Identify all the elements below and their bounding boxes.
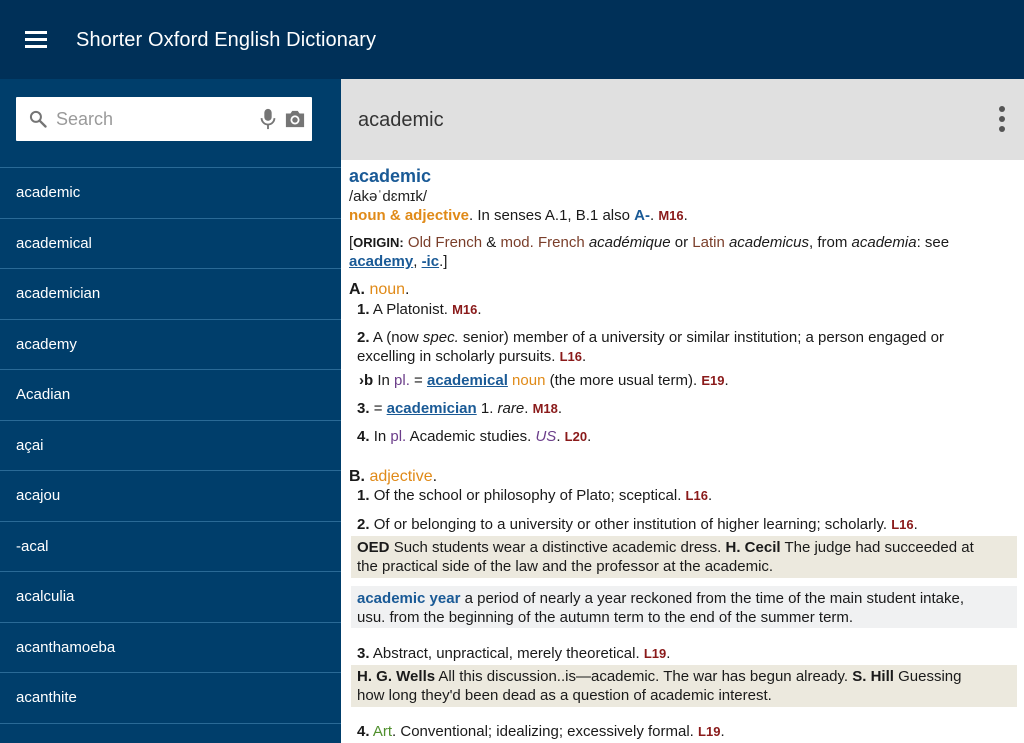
subentry-term: academic year [357,590,461,607]
overflow-menu-icon[interactable] [998,106,1006,134]
search-area [0,79,341,168]
sense-text: Of the school or philosophy of Plato; sceptical. [373,487,682,504]
section-letter: A. [349,281,365,298]
search-input[interactable] [56,105,246,133]
headword: academic [349,166,432,186]
sense-number: 3. [357,400,370,417]
sense-text: Conventional; idealizing; excessively formal. [400,723,694,740]
sense-text: A Platonist. [372,301,448,318]
origin-word: académique [588,234,671,251]
list-item[interactable]: academician [0,269,341,320]
sense-number: 4. [357,428,370,445]
origin-text: , [413,253,418,270]
sense-a4: 4. In pl. Academic studies. US. L20. [357,428,592,445]
sidebar [0,79,341,743]
quote-text: how long they'd been dead as a question of academic interest. [357,687,772,704]
label-rare: rare [497,400,525,417]
origin-word: academicus [728,234,810,251]
date-tag: M16 [658,208,684,223]
section-a-heading: A. noun. [349,281,410,298]
sense-text: Abstract, unpractical, merely theoretical. [372,645,640,662]
mic-icon[interactable] [258,108,278,130]
origin-word: academia [851,234,917,251]
date-tag: L16 [559,349,582,364]
sense-number: 3. [357,645,370,662]
list-item[interactable]: açai [0,421,341,472]
sense-text: senior) member of a university or similar institution; a person engaged or [462,329,944,346]
quote-text: All this discussion..is—academic. The war has begun already. [438,668,849,685]
section-label: noun [369,281,406,298]
sense-text: = [414,372,423,389]
origin-line-2 [349,252,447,272]
quote-source: H. G. Wells [357,668,436,685]
section-b-heading: B. adjective. [349,468,438,485]
cross-reference-link[interactable]: academy [349,253,414,270]
sense-a1: 1. A Platonist. M16. [357,301,482,318]
list-item[interactable]: Acadian [0,370,341,421]
sense-a2b: ›b In pl. = academical noun (the more usual term). E19. [359,372,729,389]
date-tag: L19 [643,646,667,661]
camera-icon[interactable] [284,109,306,129]
origin-text: , from [809,234,848,251]
list-item[interactable]: academic [0,168,341,219]
word-list [0,168,341,724]
sense-number: 1. [357,487,370,504]
cross-reference-link[interactable]: academician [386,400,477,417]
search-box[interactable] [16,97,312,141]
part-of-speech-line: noun & adjective. In senses A.1, B.1 also A-. M16. [349,207,688,224]
entry-bar [341,79,1024,160]
sense-b1: 1. Of the school or philosophy of Plato; sceptical. L16. [357,487,713,504]
pos-label: noun & adjective [349,207,470,224]
sense-a2 [357,328,944,348]
sense-b2: 2. Of or belonging to a university or other institution of higher learning; scholarly. L16. [357,516,918,533]
sense-number: 2. [357,329,370,346]
date-tag: M16 [452,302,478,317]
quote-source: S. Hill [852,668,894,685]
list-item[interactable]: acajou [0,471,341,522]
quote-text: The judge had succeeded at [784,539,974,556]
origin-lang: Old French [407,234,483,251]
date-tag: L16 [685,488,708,503]
date-tag: L19 [698,724,721,739]
origin-text: : see [916,234,950,251]
subentry-line-2 [357,608,853,628]
date-tag: M18 [532,401,558,416]
sense-number: 2. [357,516,370,533]
subentry-line [357,589,964,609]
quote-text: Such students wear a distinctive academic dress. [393,539,722,556]
label-pl: pl. [394,372,410,389]
quotation-line-2 [357,557,773,577]
entry-panel [341,79,1024,743]
list-item[interactable]: -acal [0,522,341,573]
sense-text: = [373,400,383,417]
list-item[interactable]: acanthite [0,673,341,724]
subentry-text: a period of nearly a year reckoned from the time of the main student intake, [464,590,965,607]
sense-text: (the more usual term). [549,372,698,389]
subentry-text: usu. from the beginning of the autumn term to the end of the summer term. [357,609,854,626]
sense-a3: 3. = academician 1. rare. M18. [357,400,563,417]
date-tag: L20 [564,429,588,444]
cross-reference-link[interactable]: -ic [421,253,440,270]
origin-label: ORIGIN: [353,235,404,250]
sense-text: 1. [480,400,494,417]
sense-text: Of or belonging to a university or other institution of higher learning; scholarly. [373,516,888,533]
sense-a2-cont: excelling in scholarly pursuits. L16. [357,348,587,365]
quotation-line-2 [357,686,772,706]
label-pl: pl. [390,428,407,445]
sense-b3: 3. Abstract, unpractical, merely theoretical. L19. [357,645,671,662]
app-title: Shorter Oxford English Dictionary [76,29,377,51]
sense-text: A (now [372,329,419,346]
pos-alt: A- [634,207,650,224]
origin-lang: mod. French [500,234,585,251]
origin-bracket: .] [439,253,448,270]
quotation-line [357,667,961,687]
label-art: Art [372,723,393,740]
section-letter: B. [349,468,365,485]
quote-text: Guessing [898,668,962,685]
origin-line [349,233,949,253]
label-spec: spec. [422,329,459,346]
sense-b4: 4. Art. Conventional; idealizing; excessively formal. L19. [357,723,725,740]
quote-source: H. Cecil [725,539,781,556]
quote-source: OED [357,539,390,556]
menu-icon[interactable] [25,31,47,48]
list-item[interactable]: acalculia [0,572,341,623]
entry-title: academic [358,109,444,131]
quotation-line [357,538,974,558]
pos-label: noun [512,372,546,389]
sense-marker: ›b [359,372,374,389]
sense-text: excelling in scholarly pursuits. [357,348,556,365]
quote-text: the practical side of the law and the professor at the academic. [357,558,774,575]
search-icon [28,109,48,129]
list-item[interactable]: academical [0,219,341,270]
origin-lang: Latin [692,234,725,251]
pronunciation: /akəˈdɛmɪk/ [349,188,428,205]
cross-reference-link[interactable]: academical [426,372,508,389]
sense-number: 1. [357,301,370,318]
date-tag: E19 [701,373,725,388]
list-item[interactable]: acanthamoeba [0,623,341,674]
origin-text: & [486,234,497,251]
section-label: adjective [369,468,433,485]
sense-text: Academic studies. [409,428,532,445]
date-tag: L16 [891,517,914,532]
origin-bracket: [ [349,234,354,251]
app-bar [0,0,1024,79]
pos-note: . In senses A.1, B.1 also [469,207,635,224]
sense-text: In [377,372,390,389]
list-item[interactable]: academy [0,320,341,371]
sense-text: In [373,428,387,445]
label-us: US [535,428,557,445]
sense-number: 4. [357,723,370,740]
origin-text: or [674,234,689,251]
